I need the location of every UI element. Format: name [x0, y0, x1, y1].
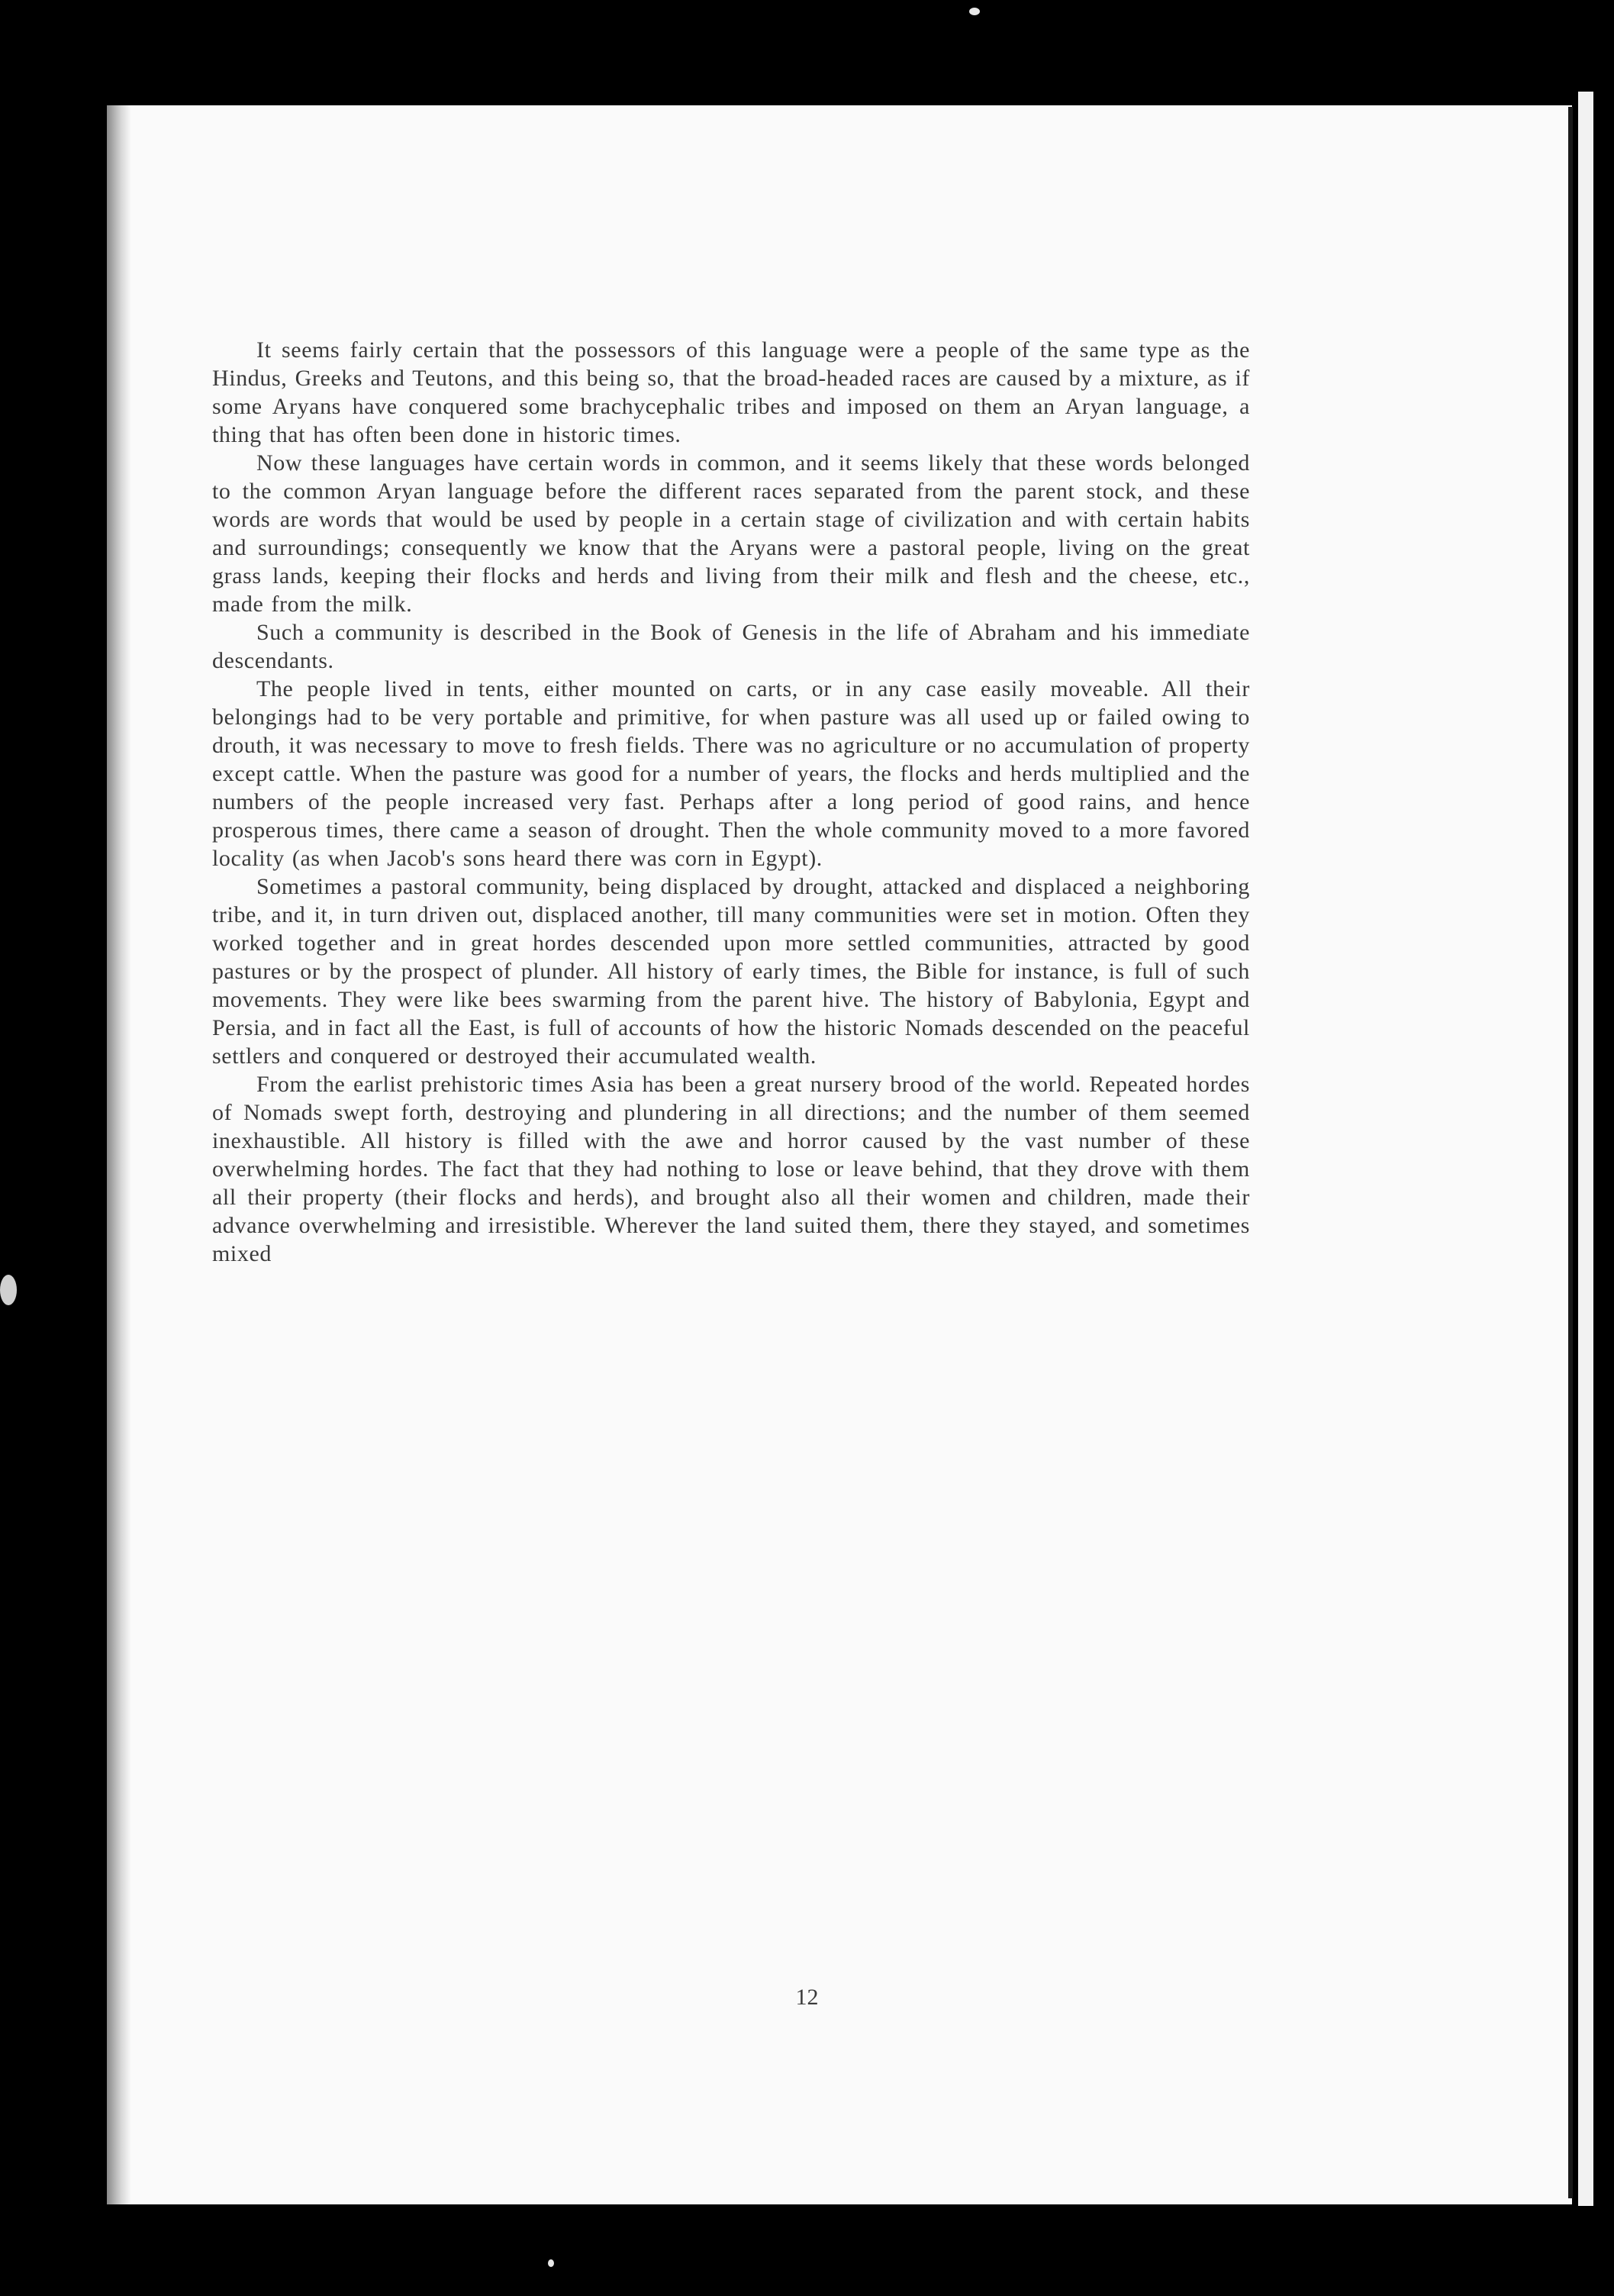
page-gutter — [1568, 107, 1573, 2198]
body-text — [212, 336, 1250, 1268]
scan-speck — [969, 8, 980, 15]
paragraph: The people lived in tents, either mounted on carts, or in any case easily moveable. All their belongings had to be very portable and primitive, for when pasture was all used up or failed owing to drouth, it was necessary to move to fresh fields. There was no agriculture or no accumulation of property except cattle. When the pasture was good for a number of years, the flocks and herds multiplied and the numbers of the people increased very fast. Perhaps after a long period of good rains, and hence prosperous times, there came a season of drought. Then the whole community moved to a more favored locality (as when Jacob's sons heard there was corn in Egypt). — [212, 676, 1250, 871]
scan-speck — [548, 2259, 554, 2267]
page-number: 12 — [795, 1985, 819, 2010]
next-page-edge — [1578, 92, 1593, 2206]
paragraph: Such a community is described in the Book of Genesis in the life of Abraham and his immediate descendants. — [212, 620, 1250, 673]
page-edge-shadow — [107, 105, 131, 2204]
paragraph: From the earlist prehistoric times Asia has been a great nursery brood of the world. Repeated hordes of Nomads swept forth, destroying and plundering in all directions; and the number of them seemed inexhaustible. All history is filled with the awe and horror caused by the vast number of these overwhelming hordes. The fact that they had nothing to lose or leave behind, that they drove with them all their property (their flocks and herds), and brought also all their women and children, made their advance overwhelming and irresistible. Wherever the land suited them, there they stayed, and sometimes mixed — [212, 1072, 1250, 1266]
paragraph: Sometimes a pastoral community, being displaced by drought, attacked and displaced a neighboring tribe, and it, in turn driven out, displaced another, till many communities were set in motion. Often they worked together and in great hordes descended upon more settled communities, attracted by good pastures or by the prospect of plunder. All history of early times, the Bible for instance, is full of such movements. They were like bees swarming from the parent hive. The history of Babylonia, Egypt and Persia, and in fact all the East, is full of accounts of how the historic Nomads descended on the peaceful settlers and conquered or destroyed their accumulated wealth. — [212, 874, 1250, 1069]
scan-speck — [0, 1275, 17, 1305]
paragraph: It seems fairly certain that the possessors of this language were a people of the same type as the Hindus, Greeks and Teutons, and this being so, that the broad-headed races are caused by a mixture, as if some Aryans have conquered some brachycephalic tribes and imposed on them an Aryan language, a thing that has often been done in historic times. — [212, 337, 1250, 447]
paragraph: Now these languages have certain words in common, and it seems likely that these words belonged to the common Aryan language before the different races separated from the parent stock, and these words are words that would be used by people in a certain stage of civilization and with certain habits and surroundings; consequently we know that the Aryans were a pastoral people, living on the great grass lands, keeping their flocks and herds and living from their milk and flesh and the cheese, etc., made from the milk. — [212, 450, 1250, 617]
